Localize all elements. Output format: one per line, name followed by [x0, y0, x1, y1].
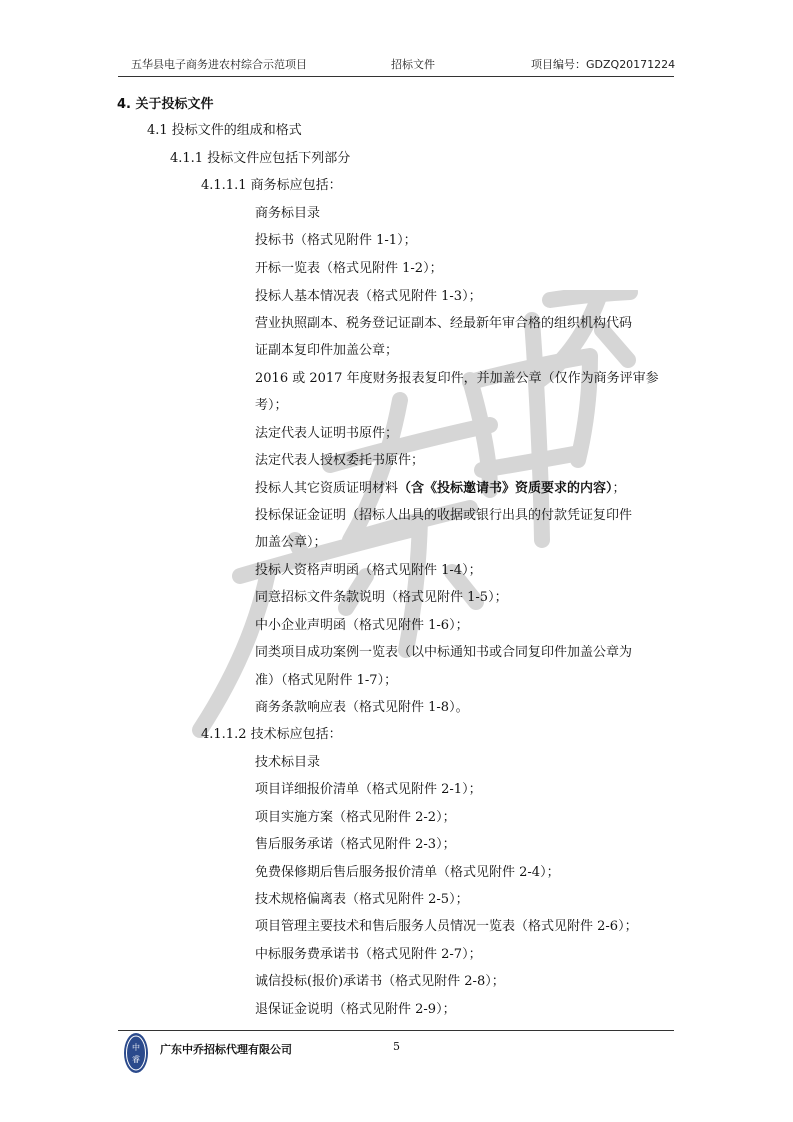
list-item: 商务条款响应表（格式见附件 1-8）。: [255, 700, 469, 715]
header-doc-type: 招标文件: [391, 58, 435, 71]
footer-divider: [118, 1030, 674, 1031]
list-item: 技术标目录: [255, 755, 321, 770]
watermark-logo: [170, 290, 640, 760]
list-item: 2016 或 2017 年度财务报表复印件，并加盖公章（仅作为商务评审参: [255, 371, 659, 386]
section-title: 4. 关于投标文件: [117, 97, 214, 112]
list-item: 投标人资格声明函（格式见附件 1-4）；: [255, 563, 482, 578]
list-item: 投标保证金证明（招标人出具的收据或银行出具的付款凭证复印件: [255, 508, 633, 523]
list-item: 中小企业声明函（格式见附件 1-6）；: [255, 618, 469, 633]
list-item: 免费保修期后售后服务报价清单（格式见附件 2-4）；: [255, 865, 560, 880]
svg-text:睿: 睿: [132, 1055, 140, 1064]
list-item: 项目实施方案（格式见附件 2-2）；: [255, 810, 456, 825]
subsection-4-1: 4.1 投标文件的组成和格式: [147, 123, 302, 138]
list-item: 加盖公章）；: [255, 535, 327, 550]
page-number: 5: [393, 1040, 400, 1053]
list-item: 法定代表人证明书原件；: [255, 426, 399, 441]
list-item: 开标一览表（格式见附件 1-2）；: [255, 261, 443, 276]
list-item-qualification: [255, 480, 626, 498]
list-item: 准）（格式见附件 1-7）；: [255, 673, 398, 688]
list-item: 营业执照副本、税务登记证副本、经最新年审合格的组织机构代码: [255, 316, 633, 331]
list-item: 售后服务承诺（格式见附件 2-3）；: [255, 837, 456, 852]
list-item: 技术规格偏离表（格式见附件 2-5）；: [255, 892, 469, 907]
list-item: 同类项目成功案例一览表（以中标通知书或合同复印件加盖公章为: [255, 645, 633, 660]
list-item: 项目详细报价清单（格式见附件 2-1）；: [255, 782, 482, 797]
header-divider: [118, 76, 674, 77]
list-item: 诚信投标(报价)承诺书（格式见附件 2-8）；: [255, 974, 505, 989]
list-item: 法定代表人授权委托书原件；: [255, 453, 425, 468]
list-item: 商务标目录: [255, 206, 321, 221]
subsection-4-1-1-2: 4.1.1.2 技术标应包括：: [201, 727, 342, 742]
list-item: 投标书（格式见附件 1-1）；: [255, 233, 417, 248]
qualification-bold-note: （含《投标邀请书》资质要求的内容）: [398, 481, 613, 496]
svg-text:中: 中: [132, 1043, 140, 1052]
list-item: 项目管理主要技术和售后服务人员情况一览表（格式见附件 2-6）；: [255, 919, 638, 934]
subsection-4-1-1-1: 4.1.1.1 商务标应包括：: [201, 178, 342, 193]
list-item: 退保证金说明（格式见附件 2-9）；: [255, 1002, 456, 1017]
list-item: 投标人基本情况表（格式见附件 1-3）；: [255, 289, 482, 304]
list-item: 同意招标文件条款说明（格式见附件 1-5）；: [255, 590, 508, 605]
qualification-suffix: ；: [612, 481, 626, 496]
header-project-name: 五华县电子商务进农村综合示范项目: [131, 58, 307, 71]
list-item: 考）；: [255, 398, 288, 413]
list-item: 证副本复印件加盖公章；: [255, 343, 399, 358]
list-item: 中标服务费承诺书（格式见附件 2-7）；: [255, 947, 482, 962]
qualification-prefix: 投标人其它资质证明材料: [255, 481, 399, 496]
company-seal-icon: [123, 1032, 149, 1074]
header-project-number: 项目编号：GDZQ20171224: [531, 58, 676, 71]
subsection-4-1-1: 4.1.1 投标文件应包括下列部分: [170, 151, 351, 166]
footer-company-name: 广东中乔招标代理有限公司: [160, 1043, 292, 1056]
